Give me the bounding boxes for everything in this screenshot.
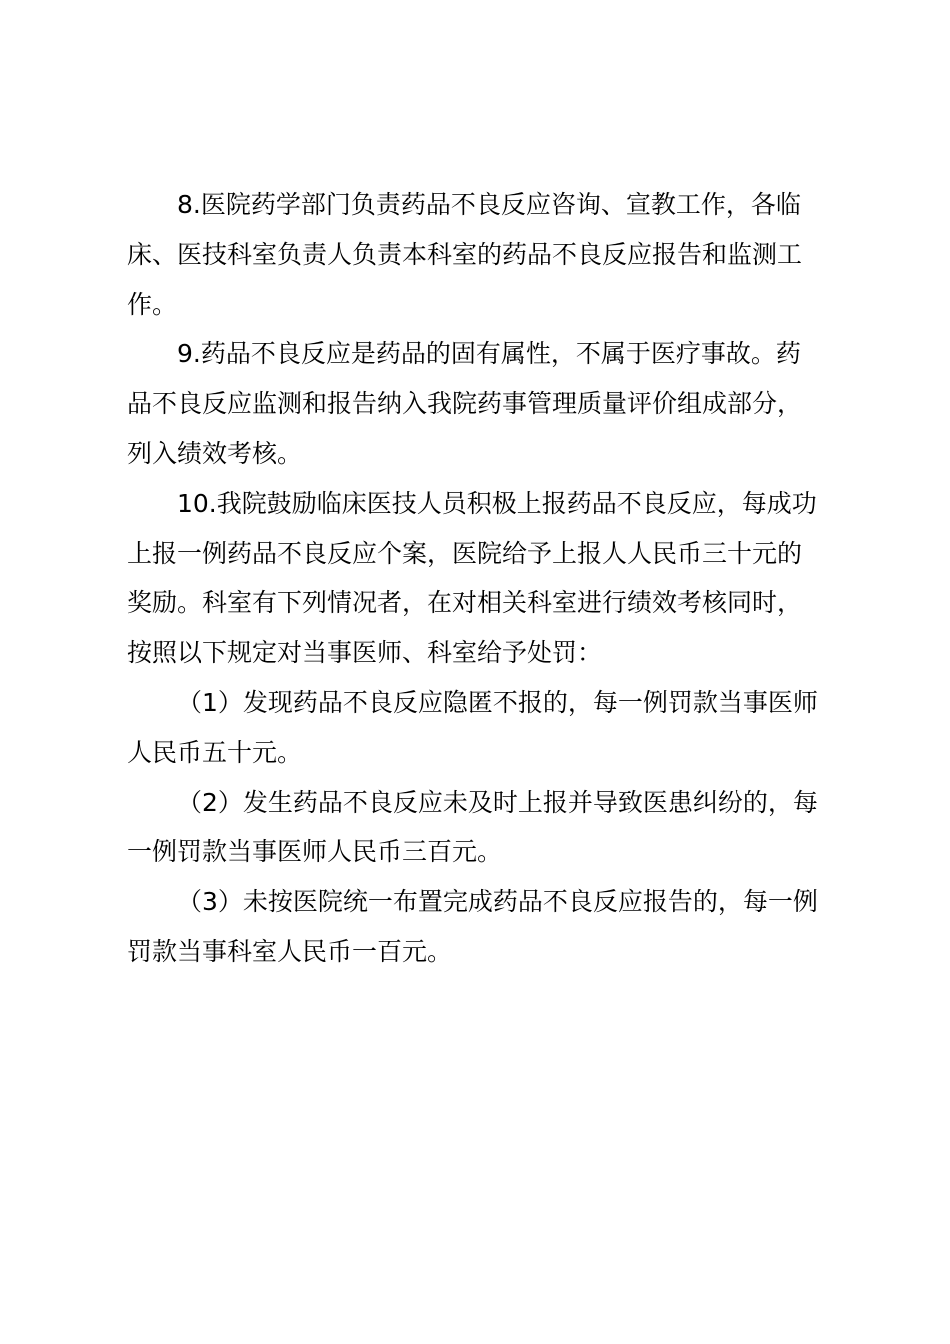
paragraph-line: 奖励。科室有下列情况者，在对相关科室进行绩效考核同时，: [127, 588, 803, 618]
paragraph-line: 人民币五十元。: [127, 737, 303, 767]
paragraph-line: 列入绩效考核。: [127, 438, 303, 468]
paragraph-line: 品不良反应监测和报告纳入我院药事管理质量评价组成部分，: [127, 389, 803, 419]
paragraph-line: 作。: [127, 289, 178, 319]
paragraph-line: 床、医技科室负责人负责本科室的药品不良反应报告和监测工: [127, 239, 803, 269]
paragraph-line: （1）发现药品不良反应隐匿不报的，每一例罚款当事医师: [177, 687, 818, 717]
paragraph-line: 8.医院药学部门负责药品不良反应咨询、宣教工作，各临: [177, 190, 801, 219]
paragraph-sub-item-3: [127, 877, 833, 977]
paragraph-line: （3）未按医院统一布置完成药品不良反应报告的，每一例: [177, 887, 818, 917]
paragraph-line: 9.药品不良反应是药品的固有属性，不属于医疗事故。药: [177, 339, 801, 369]
paragraph-sub-item-1: [127, 678, 833, 778]
paragraph-line: 罚款当事科室人民币一百元。: [127, 936, 453, 966]
paragraph-line: 10.我院鼓励临床医技人员积极上报药品不良反应，每成功: [177, 488, 817, 518]
paragraph-item-8: [127, 180, 833, 329]
paragraph-item-10: [127, 479, 833, 678]
paragraph-sub-item-2: [127, 778, 833, 878]
paragraph-line: 按照以下规定对当事医师、科室给予处罚：: [127, 638, 603, 668]
paragraph-line: 一例罚款当事医师人民币三百元。: [127, 837, 503, 867]
paragraph-line: 上报一例药品不良反应个案，医院给予上报人人民币三十元的: [127, 538, 803, 568]
document-body: [127, 180, 833, 977]
paragraph-item-9: [127, 329, 833, 478]
paragraph-line: （2）发生药品不良反应未及时上报并导致医患纠纷的，每: [177, 787, 818, 817]
